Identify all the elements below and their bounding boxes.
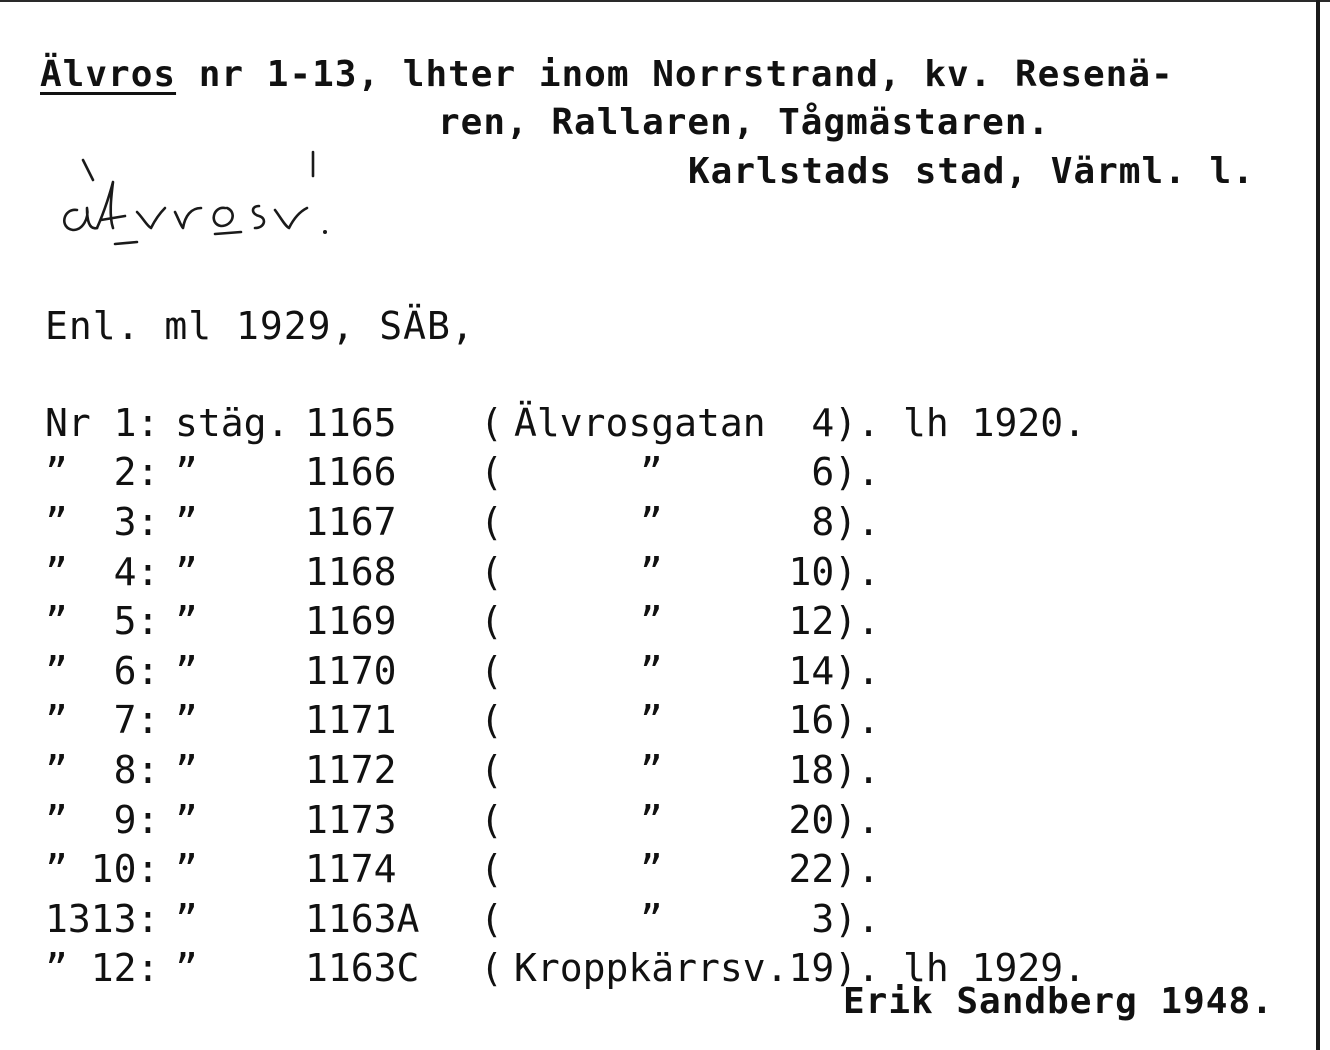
entry-catalog-number: 1165 (305, 400, 397, 445)
entry-catalog-number: 1174 (305, 847, 397, 892)
entry-street: ” (639, 747, 663, 792)
entry-extra (880, 894, 1086, 944)
entry-type: ” (175, 946, 198, 991)
entry-address-number: 8). (811, 499, 881, 544)
entry-type: ” (175, 549, 198, 594)
entry-number: ” 2: (45, 450, 160, 495)
entry-type: ” (175, 896, 198, 941)
entry-open-paren: ( (480, 549, 503, 594)
entry-number: ” 7: (45, 698, 160, 743)
entry-row (45, 844, 1086, 894)
entry-row (45, 745, 1086, 795)
entry-address-number: 19). (788, 946, 881, 991)
entry-street: ” (639, 698, 663, 743)
entry-extra (880, 795, 1086, 845)
entry-catalog-number: 1166 (305, 450, 397, 495)
entry-number: ” 3: (45, 499, 160, 544)
entry-open-paren: ( (480, 896, 503, 941)
entry-number: Nr 1: (45, 400, 160, 445)
entry-type: ” (175, 450, 198, 495)
entry-catalog-number: 1173 (305, 797, 397, 842)
entry-open-paren: ( (480, 599, 503, 644)
entry-row (45, 696, 1086, 746)
entry-street: Älvrosgatan (514, 400, 766, 445)
entry-catalog-number: 1171 (305, 698, 397, 743)
entry-catalog-number: 1172 (305, 747, 397, 792)
entry-address-number: 12). (788, 599, 881, 644)
entry-catalog-number: 1163A (305, 896, 420, 941)
source-reference: Enl. ml 1929, SÄB, (45, 304, 475, 348)
entry-street: ” (639, 599, 663, 644)
entry-open-paren: ( (480, 847, 503, 892)
entry-open-paren: ( (480, 698, 503, 743)
entry-catalog-number: 1163C (305, 946, 420, 991)
entry-street: ” (639, 499, 663, 544)
entry-open-paren: ( (480, 400, 503, 445)
header-line-1-rest: nr 1-13, lhter inom Norrstrand, kv. Resenä- (176, 54, 1174, 95)
entry-extra: lh 1920. (880, 400, 1086, 445)
entry-street: ” (639, 450, 663, 495)
header-line-2: ren, Rallaren, Tågmästaren. (438, 102, 1051, 143)
card-top-edge (0, 0, 1330, 2)
entry-row (45, 547, 1086, 597)
entry-number: ” 8: (45, 747, 160, 792)
entries-table (45, 398, 1086, 993)
entry-street: ” (639, 847, 663, 892)
entry-row (45, 894, 1086, 944)
entry-number: ” 10: (45, 847, 160, 892)
entry-number: ” 12: (45, 946, 160, 991)
entry-row (45, 497, 1086, 547)
entry-type: ” (175, 698, 198, 743)
entry-extra (880, 448, 1086, 498)
entry-extra: lh 1929. (880, 946, 1086, 991)
entry-catalog-number: 1168 (305, 549, 397, 594)
entry-street: ” (639, 648, 663, 693)
entry-street: ” (639, 549, 663, 594)
entry-address-number: 16). (788, 698, 881, 743)
entry-extra (880, 745, 1086, 795)
entry-number: 1313: (45, 896, 160, 941)
entry-number: ” 4: (45, 549, 160, 594)
entry-type: ” (175, 797, 198, 842)
header-line-1 (40, 55, 1174, 95)
entry-extra (880, 844, 1086, 894)
entry-type: ” (175, 747, 198, 792)
place-name-title: Älvros (40, 54, 177, 95)
entry-type: ” (175, 648, 198, 693)
entry-extra (880, 646, 1086, 696)
entry-row (45, 646, 1086, 696)
entry-street: Kroppkärrsv. (514, 946, 789, 991)
entry-open-paren: ( (480, 648, 503, 693)
entry-open-paren: ( (480, 747, 503, 792)
entry-open-paren: ( (480, 946, 503, 991)
entry-address-number: 4). (811, 400, 881, 445)
entry-address-number: 3). (811, 896, 881, 941)
entry-type: stäg. (175, 400, 290, 445)
entry-catalog-number: 1169 (305, 599, 397, 644)
entry-address-number: 20). (788, 797, 881, 842)
entry-number: ” 9: (45, 797, 160, 842)
entry-extra (880, 596, 1086, 646)
entry-address-number: 18). (788, 747, 881, 792)
entry-open-paren: ( (480, 450, 503, 495)
entry-number: ” 5: (45, 599, 160, 644)
entry-extra (880, 497, 1086, 547)
entry-extra (880, 696, 1086, 746)
entry-open-paren: ( (480, 797, 503, 842)
card-right-edge (1316, 0, 1320, 1050)
header-line-3: Karlstads stad, Värml. l. (688, 151, 1255, 192)
entry-street: ” (639, 797, 663, 842)
entry-address-number: 22). (788, 847, 881, 892)
entry-open-paren: ( (480, 499, 503, 544)
entry-row (45, 448, 1086, 498)
entry-address-number: 6). (811, 450, 881, 495)
entry-catalog-number: 1167 (305, 499, 397, 544)
entry-row (45, 596, 1086, 646)
entry-number: ” 6: (45, 648, 160, 693)
entry-row (45, 795, 1086, 845)
entry-row (45, 398, 1086, 448)
entry-address-number: 14). (788, 648, 881, 693)
entry-catalog-number: 1170 (305, 648, 397, 693)
entry-address-number: 10). (788, 549, 881, 594)
entry-type: ” (175, 847, 198, 892)
entry-street: ” (639, 896, 663, 941)
signature: Erik Sandberg 1948. (843, 981, 1274, 1022)
entry-type: ” (175, 599, 198, 644)
entry-extra (880, 547, 1086, 597)
handwritten-note (55, 150, 385, 260)
entry-type: ” (175, 499, 198, 544)
